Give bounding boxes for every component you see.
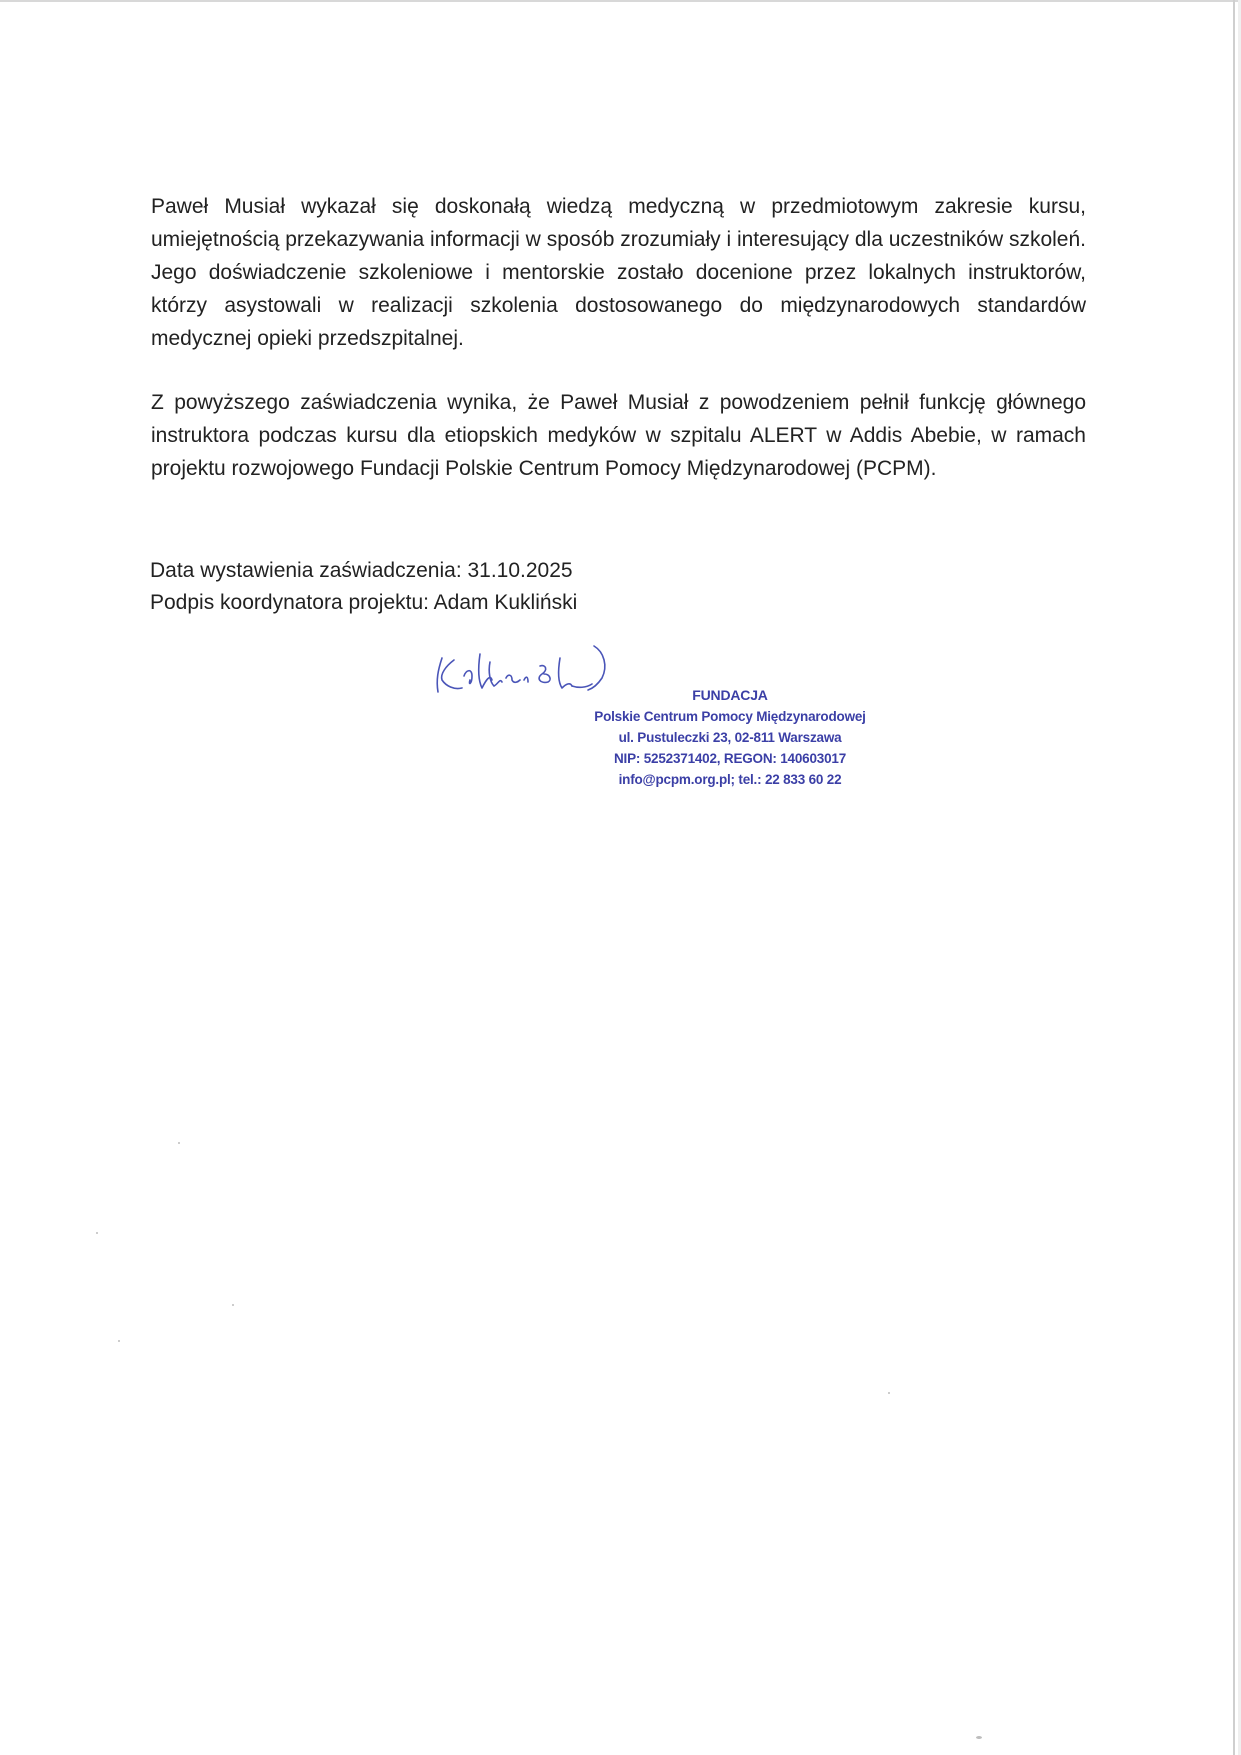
scan-speck <box>178 1142 180 1144</box>
paragraph-conclusion: Z powyższego zaświadczenia wynika, że Paweł Musiał z powodzeniem pełnił funkcję głównego instruktora podczas kursu dla etiopskich medyków w szpitalu ALERT w Addis Abebie, w ramach projektu rozwojowego Fundacji Polskie Centrum Pomocy Międzynarodowej (PCPM). <box>151 391 1086 480</box>
scan-speck <box>888 1392 890 1394</box>
scan-speck <box>96 1232 98 1234</box>
foundation-stamp <box>575 685 885 790</box>
stamp-line-title: FUNDACJA <box>692 687 768 703</box>
scan-edge-top <box>0 0 1241 2</box>
stamp-line-address: ul. Pustuleczki 23, 02-811 Warszawa <box>618 730 842 745</box>
coordinator-signature-line: Podpis koordynatora projektu: Adam Kukliński <box>150 591 578 614</box>
stamp-line-contact: info@pcpm.org.pl; tel.: 22 833 60 22 <box>618 772 842 787</box>
issue-date-line: Data wystawienia zaświadczenia: 31.10.2025 <box>150 559 573 582</box>
stamp-line-name: Polskie Centrum Pomocy Międzynarodowej <box>594 709 866 724</box>
scan-edge-right <box>1233 0 1235 1755</box>
scan-speck <box>118 1340 120 1342</box>
stamp-line-ids: NIP: 5252371402, REGON: 140603017 <box>613 751 847 766</box>
scan-speck <box>976 1736 982 1739</box>
scan-speck <box>232 1304 234 1306</box>
paragraph-skills: Paweł Musiał wykazał się doskonałą wiedzą medyczną w przedmiotowym zakresie kursu, umiejętnością przekazywania informacji w sposób zrozumiały i interesujący dla uczestników szkoleń. Jego doświadczenie szkoleniowe i mentorskie zostało docenione przez lokalnych instruktorów, którzy asystowali w realizacji szkolenia dostosowanego do międzynarodowych standardów medycznej opieki przedszpitalnej. <box>151 195 1086 350</box>
